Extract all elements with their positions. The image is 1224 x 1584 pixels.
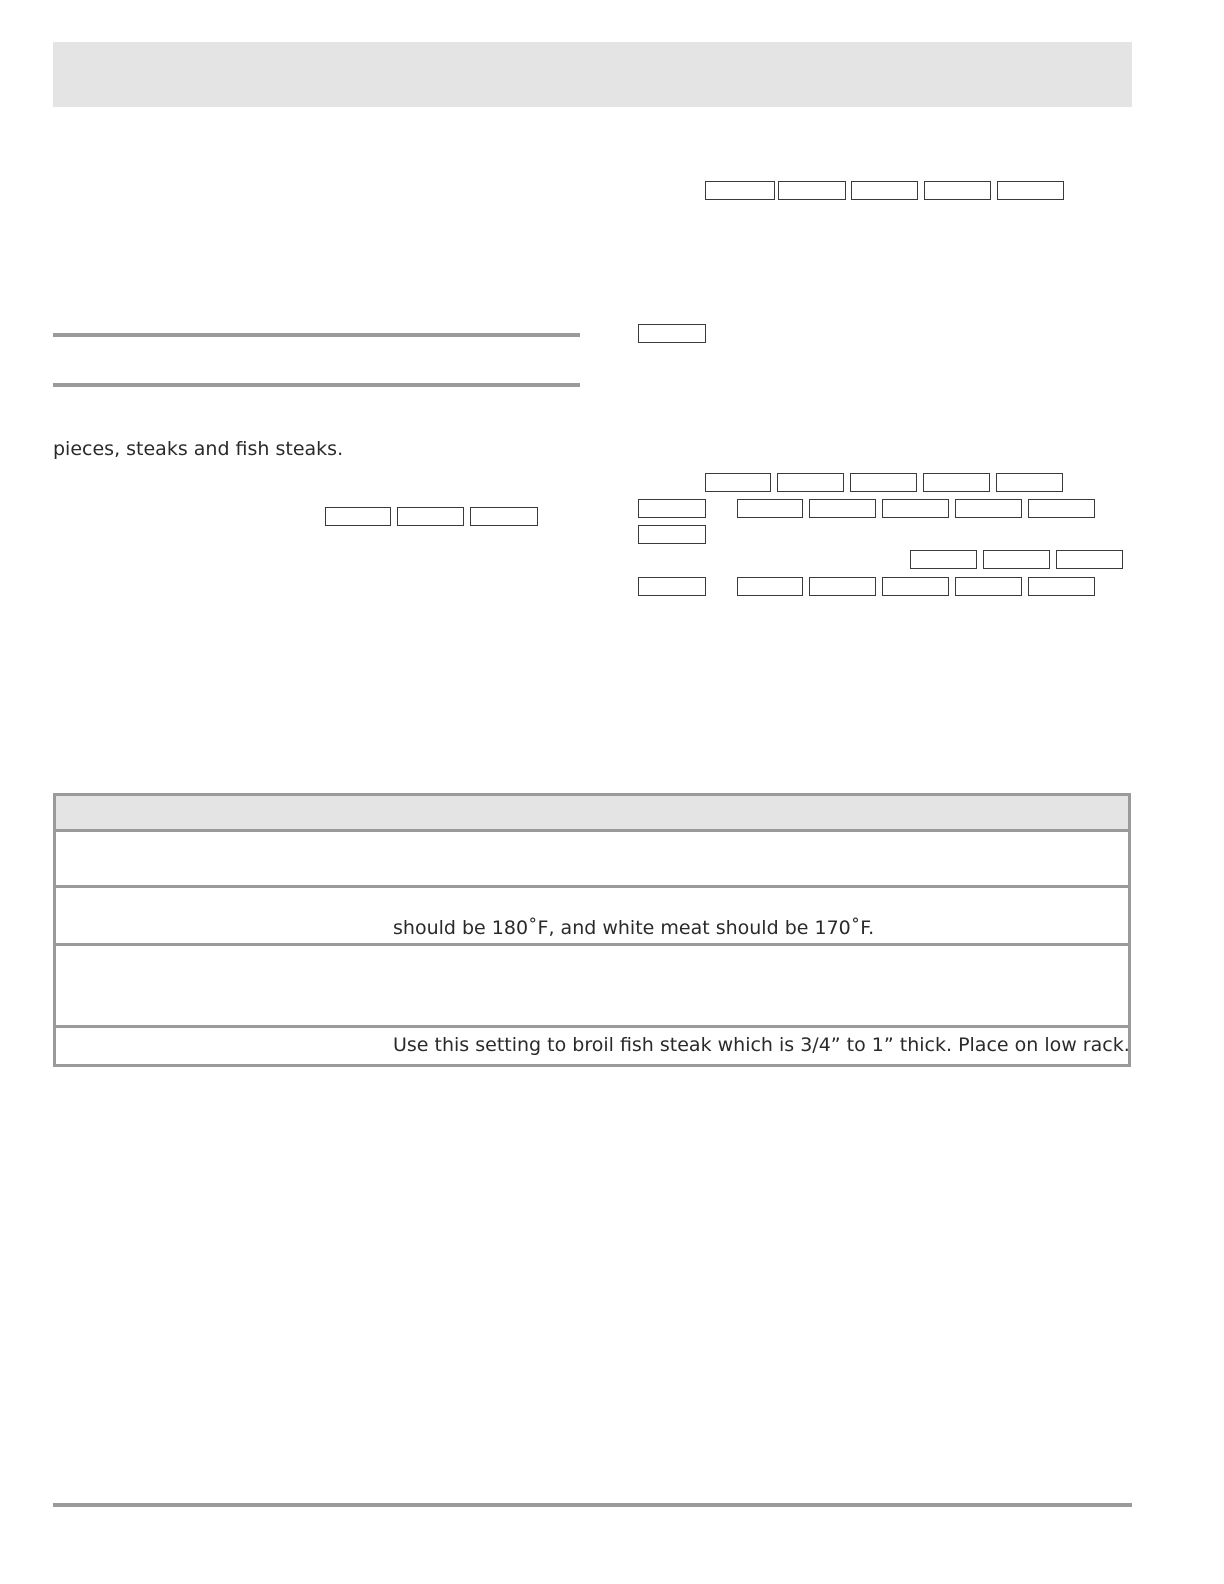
key-box [997,181,1064,200]
key-box [705,181,775,200]
row-divider [56,829,1128,832]
key-box [809,499,876,518]
key-box [470,507,538,526]
key-box [1028,577,1095,596]
row-divider [56,885,1128,888]
key-box [851,181,918,200]
section-rule-top [53,333,580,337]
key-box [638,499,706,518]
key-box [850,473,917,492]
key-box [809,577,876,596]
section-rule-bottom [53,383,580,387]
row-description: Use this setting to broil fish steak which is 3/4” to 1” thick. Place on low rack. [393,1034,1130,1056]
key-box [737,499,803,518]
key-box [1056,550,1123,569]
footer-rule [53,1503,1132,1507]
intro-text: pieces, steaks and fish steaks. [53,438,344,460]
key-box [638,525,706,544]
broil-settings-table [53,793,1131,1067]
row-description: should be 180˚F, and white meat should be 170˚F. [393,917,875,939]
row-divider [56,1025,1128,1028]
key-box [638,324,706,343]
key-box [955,577,1022,596]
key-box [882,577,949,596]
key-box [397,507,464,526]
key-box [910,550,977,569]
row-divider [56,943,1128,946]
key-box [778,181,846,200]
key-box [705,473,771,492]
key-box [777,473,844,492]
header-band [53,42,1132,107]
key-box [737,577,803,596]
key-box [996,473,1063,492]
key-box [983,550,1050,569]
key-box [882,499,949,518]
key-box [924,181,991,200]
key-box [955,499,1022,518]
key-box [1028,499,1095,518]
key-box [638,577,706,596]
key-box [325,507,391,526]
key-box [923,473,990,492]
table-header [56,796,1128,829]
